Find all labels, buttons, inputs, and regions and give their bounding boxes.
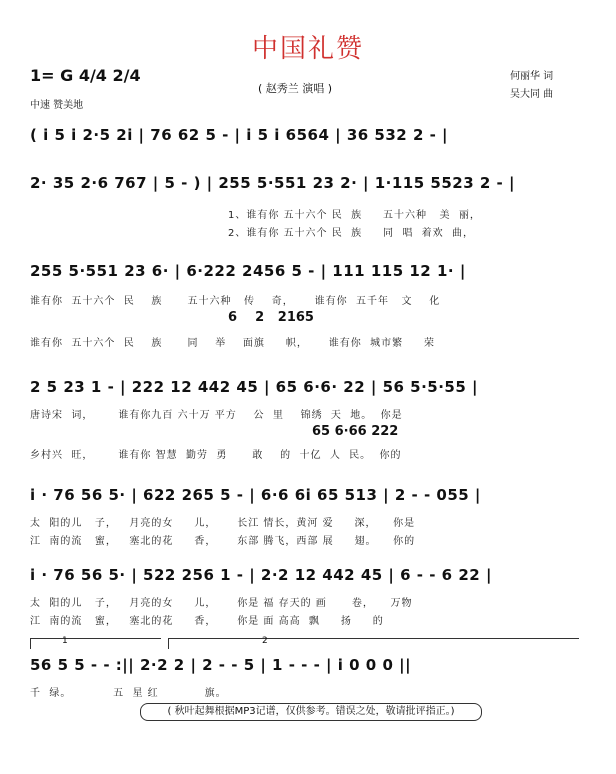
lyric-line: 唐诗宋 词， 谁有你九百 六十万 平方 公 里 锦绣 天 地。 你是: [30, 410, 403, 421]
notation-row: 2 5 23 1 - | 222 12 442 45 | 65 6·6· 22 | 56 5·5·55 |: [30, 378, 479, 396]
tempo-marking: 中速 赞美地: [30, 100, 84, 111]
lyric-line: 江 南的流 蜜， 塞北的花 香， 你是 面 高高 飘 扬 的: [30, 616, 384, 627]
key-signature: 1= G 4/4 2/4: [30, 66, 141, 85]
transcription-note: ( 秋叶起舞根据MP3记谱，仅供参考。错误之处，敬请批评指正。): [140, 703, 482, 721]
second-ending-bracket: [168, 638, 579, 649]
lyric-line: 千 绿。 五 星 红 旗。: [30, 688, 227, 699]
lyric-line: 谁有你 五十六个 民 族 同 举 面旗 帜， 谁有你 城市繁 荣: [30, 338, 435, 349]
notation-row: 2· 35 2·6 767 | 5 - ) | 255 5·551 23 2· | 1·115 5523 2 - |: [30, 174, 515, 192]
lyric-line: 谁有你 五十六个 民 族 五十六种 传 奇， 谁有你 五千年 文 化: [30, 296, 441, 307]
first-ending-bracket: [30, 638, 161, 649]
song-title: 中国礼赞: [251, 34, 364, 64]
second-ending-number: 2: [262, 636, 268, 646]
lyric-line: 太 阳的儿 子， 月亮的女 儿， 你是 福 存天的 画 卷， 万物: [30, 598, 413, 609]
notation-row: ( i 5 i 2·5 2i | 76 62 5 - | i 5 i 6564 | 36 532 2 - |: [30, 126, 449, 144]
composer-credit: 吴大同 曲: [510, 89, 554, 100]
lyric-line: 乡村兴 旺， 谁有你 智慧 勤劳 勇 敢 的 十亿 人 民。 你的: [30, 450, 402, 461]
alternate-notation: 6 2 2165: [228, 310, 314, 325]
lyric-line: 江 南的流 蜜， 塞北的花 香， 东部 腾飞，西部 展 翅。 你的: [30, 536, 416, 547]
notation-row: 255 5·551 23 6· | 6·222 2456 5 - | 111 115 12 1· |: [30, 262, 466, 280]
lyricist-credit: 何丽华 词: [510, 71, 554, 82]
author-credits: [510, 68, 553, 104]
singer-credit: ( 赵秀兰 演唱 ): [258, 82, 333, 95]
lyric-line: 1、谁有你 五十六个 民 族 五十六种 美 丽，: [228, 210, 481, 221]
lyric-line: 太 阳的儿 子， 月亮的女 儿， 长江 情长，黄河 爱 深， 你是: [30, 518, 416, 529]
alternate-notation: 65 6·66 222: [312, 424, 399, 439]
lyric-line: 2、谁有你 五十六个 民 族 同 唱 着欢 曲，: [228, 228, 475, 239]
notation-row: 56 5 5 - - :|| 2·2 2 | 2 - - 5 | 1 - - - | i 0 0 0 ||: [30, 656, 412, 674]
notation-row: i · 76 56 5· | 622 265 5 - | 6·6 6i 65 513 | 2 - - 055 |: [30, 486, 481, 504]
first-ending-number: 1: [62, 636, 68, 646]
notation-row: i · 76 56 5· | 522 256 1 - | 2·2 12 442 45 | 6 - - 6 22 |: [30, 566, 492, 584]
